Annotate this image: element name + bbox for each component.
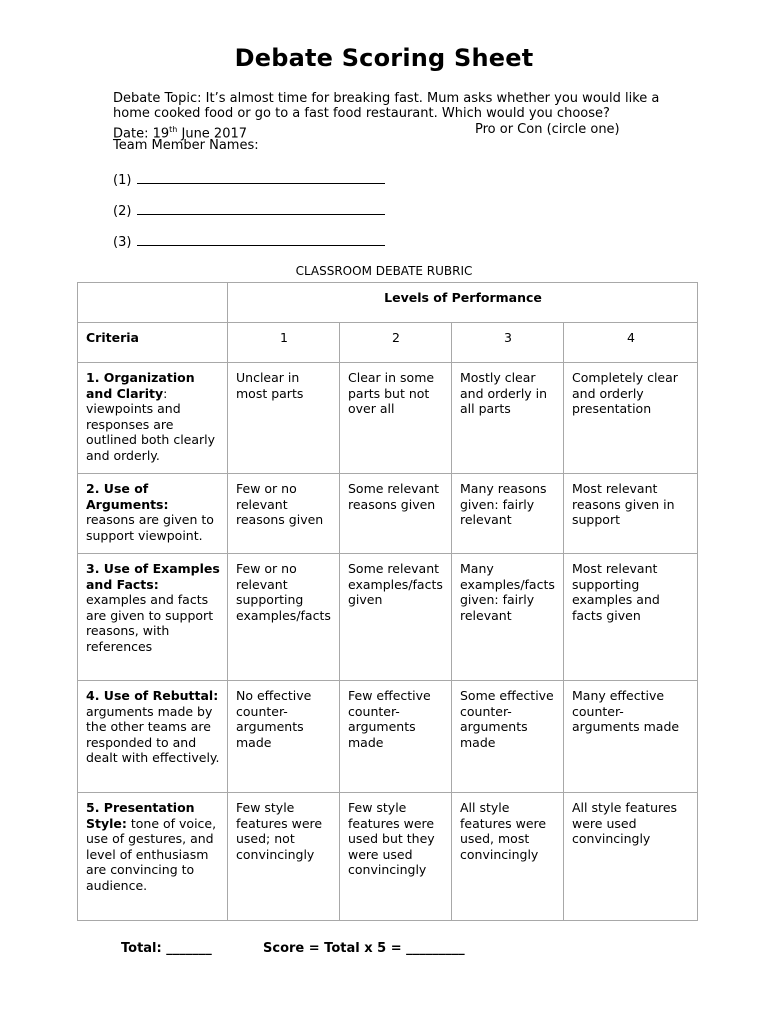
- level-cell: Completely clear and orderly presentation: [564, 363, 698, 474]
- table-row: [78, 554, 698, 681]
- criterion-cell: [78, 793, 228, 921]
- level-cell: Mostly clear and orderly in all parts: [452, 363, 564, 474]
- levels-header-row: [78, 283, 698, 323]
- debate-topic-line-1: Debate Topic: It’s almost time for breaking fast. Mum asks whether you would like a: [113, 91, 660, 106]
- level-cell: Many examples/facts given: fairly relevant: [452, 554, 564, 681]
- table-row: [78, 681, 698, 793]
- rubric-title: CLASSROOM DEBATE RUBRIC: [295, 264, 473, 278]
- member-blank[interactable]: [137, 170, 385, 184]
- criteria-header: Criteria: [78, 323, 228, 363]
- criterion-cell: [78, 474, 228, 554]
- level-number: 2: [340, 323, 452, 363]
- total-field[interactable]: Total: _______: [121, 941, 212, 956]
- empty-header-cell: [78, 283, 228, 323]
- page-title: Debate Scoring Sheet: [234, 44, 534, 72]
- table-row: [78, 363, 698, 474]
- level-cell: Many reasons given: fairly relevant: [452, 474, 564, 554]
- criterion-description: examples and facts are given to support reasons, with references: [86, 592, 214, 654]
- level-cell: Few effective counter-arguments made: [340, 681, 452, 793]
- level-cell: No effective counter-arguments made: [228, 681, 340, 793]
- level-cell: Some effective counter-arguments made: [452, 681, 564, 793]
- score-field[interactable]: Score = Total x 5 = _________: [263, 941, 465, 956]
- level-cell: Many effective counter-arguments made: [564, 681, 698, 793]
- date-label: Date: 19: [113, 126, 170, 142]
- level-cell: Unclear in most parts: [228, 363, 340, 474]
- criterion-description: arguments made by the other teams are responded to and dealt with effectively.: [86, 703, 220, 766]
- table-row: [78, 793, 698, 921]
- level-number: 1: [228, 323, 340, 363]
- debate-topic-line-2: home cooked food or go to a fast food restaurant. Which would you choose?: [113, 106, 610, 121]
- pro-or-con: Pro or Con (circle one): [475, 122, 620, 137]
- level-number: 4: [564, 323, 698, 363]
- criterion-name: 4. Use of Rebuttal:: [86, 688, 219, 703]
- team-member-label: Team Member Names:: [113, 138, 259, 153]
- member-blank[interactable]: [137, 232, 385, 246]
- criterion-name: 5. Presentation Style:: [86, 800, 195, 831]
- level-cell: Most relevant supporting examples and facts given: [564, 554, 698, 681]
- level-cell: All style features were used, most convincingly: [452, 793, 564, 921]
- date-suffix: th: [169, 125, 178, 134]
- criterion-description: : viewpoints and responses are outlined both clearly and orderly.: [86, 385, 216, 463]
- table-row: [78, 474, 698, 554]
- member-blank[interactable]: [137, 201, 385, 215]
- criterion-description: reasons are given to support viewpoint.: [86, 512, 214, 543]
- criterion-name: 1. Organization and Clarity: [86, 370, 195, 401]
- rubric-table: [77, 282, 698, 921]
- criteria-header-row: [78, 323, 698, 363]
- criterion-cell: [78, 681, 228, 793]
- criterion-description: tone of voice, use of gestures, and level of enthusiasm are convincing to audience.: [86, 815, 217, 893]
- level-cell: Few style features were used; not convincingly: [228, 793, 340, 921]
- member-line-1[interactable]: [113, 170, 385, 188]
- level-cell: Most relevant reasons given in support: [564, 474, 698, 554]
- criterion-cell: [78, 554, 228, 681]
- level-cell: Few style features were used but they were used convincingly: [340, 793, 452, 921]
- member-line-3[interactable]: [113, 232, 385, 250]
- level-cell: Few or no relevant supporting examples/facts: [228, 554, 340, 681]
- member-number: (2): [113, 204, 132, 219]
- member-number: (3): [113, 235, 132, 250]
- levels-header: Levels of Performance: [228, 283, 698, 323]
- level-cell: Some relevant examples/facts given: [340, 554, 452, 681]
- level-cell: All style features were used convincingly: [564, 793, 698, 921]
- criterion-name: 2. Use of Arguments:: [86, 481, 169, 512]
- level-cell: Some relevant reasons given: [340, 474, 452, 554]
- member-line-2[interactable]: [113, 201, 385, 219]
- criterion-cell: [78, 363, 228, 474]
- criterion-name: 3. Use of Examples and Facts:: [86, 561, 220, 592]
- level-number: 3: [452, 323, 564, 363]
- level-cell: Few or no relevant reasons given: [228, 474, 340, 554]
- level-cell: Clear in some parts but not over all: [340, 363, 452, 474]
- date-value: June 2017: [177, 126, 248, 142]
- member-number: (1): [113, 173, 132, 188]
